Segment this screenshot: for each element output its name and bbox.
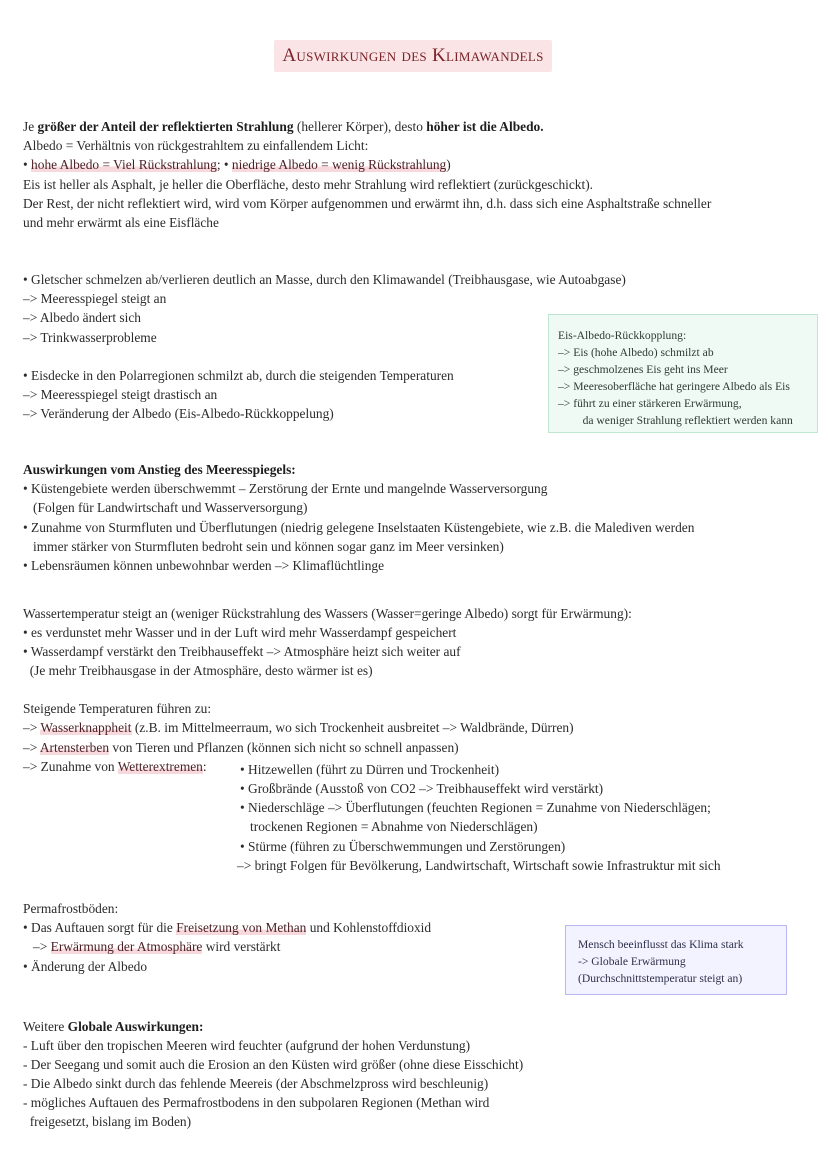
icecap-line: • Eisdecke in den Polarregionen schmilzt ab, durch die steigenden Temperaturen [23,368,454,383]
global-line: freigesetzt, bislang im Boden) [23,1114,192,1129]
box-line: Mensch beeinflusst das Klima stark [578,938,744,951]
albedo-line-1 [23,117,544,136]
glacier-line: –> Trinkwasserprobleme [23,330,157,345]
weather-extreme-item: trockenen Regionen = Abnahme von Niederschlägen) [240,819,538,834]
box-line: –> Eis (hohe Albedo) schmilzt ab [558,346,714,359]
box-line: Eis-Albedo-Rückkopplung: [558,329,687,342]
text: • Das Auftauen sorgt für die [23,920,177,935]
box-line: (Durchschnittstemperatur steigt an) [578,972,743,985]
text: und Kohlenstoffdioxid [306,920,432,935]
text: –> [23,740,40,755]
highlight: Wasserknappheit [40,720,132,735]
temps-heading: Steigende Temperaturen führen zu: [23,701,212,716]
permafrost-heading: Permafrostböden: [23,901,119,916]
weather-extreme-item: • Stürme (führen zu Überschwemmungen und Zerstörungen) [240,839,566,854]
sealevel-heading: Auswirkungen vom Anstieg des Meeresspiegels: [23,462,296,477]
text: : [202,759,207,774]
page-title: Auswirkungen des Klimawandels [282,45,544,66]
albedo-line-4: Eis ist heller als Asphalt, je heller die Oberfläche, desto mehr Strahlung wird reflektiert (zurückgeschickt). [23,177,594,192]
global-line: - Luft über den tropischen Meeren wird feuchter (aufgrund der hohen Verdunstung) [23,1038,471,1053]
sealevel-line: (Folgen für Landwirtschaft und Wasserversorgung) [23,500,308,515]
bold-text: höher ist die Albedo. [426,119,544,134]
highlight: Freisetzung von Methan [176,920,307,935]
sealevel-line: • Lebensräumen können unbewohnbar werden –> Klimaflüchtlinge [23,558,385,573]
page-title-banner [274,40,552,72]
watertemp-line: (Je mehr Treibhausgase in der Atmosphäre, desto wärmer ist es) [23,663,373,678]
text: wird verstärkt [202,939,281,954]
glacier-line: –> Meeresspiegel steigt an [23,291,167,306]
temps-line-2 [23,738,459,757]
albedo-definition: Albedo = Verhältnis von rückgestrahltem zu einfallendem Licht: [23,138,369,153]
box-line: –> geschmolzenes Eis geht ins Meer [558,363,728,376]
box-line: –> führt zu einer stärkeren Erwärmung, [558,397,742,410]
permafrost-line-2 [23,937,280,956]
icecap-line: –> Meeresspiegel steigt drastisch an [23,387,218,402]
global-line: - Die Albedo sinkt durch das fehlende Meereis (der Abschmelzpross wird beschleunig) [23,1076,489,1091]
albedo-line-6: und mehr erwärmt als eine Eisfläche [23,215,219,230]
weather-extreme-item: • Niederschläge –> Überflutungen (feuchten Regionen = Zunahme von Niederschlägen; [240,800,711,815]
highlight: Wetterextremen [117,759,203,774]
watertemp-line: Wassertemperatur steigt an (weniger Rückstrahlung des Wassers (Wasser=geringe Albedo) sorgt für Erwärmung): [23,606,632,621]
glacier-line: • Gletscher schmelzen ab/verlieren deutlich an Masse, durch den Klimawandel (Treibhausgase, wie Autoabgase) [23,272,626,287]
albedo-line-3 [23,155,451,174]
text: von Tieren und Pflanzen (können sich nicht so schnell anpassen) [109,740,459,755]
box-line: –> Meeresoberfläche hat geringere Albedo als Eis [558,380,790,393]
bold-text: : [199,1019,204,1034]
text: Weitere [23,1019,68,1034]
sealevel-line: immer stärker von Sturmfluten bedroht sein und können sogar ganz im Meer versinken) [23,539,504,554]
glacier-line: –> Albedo ändert sich [23,310,141,325]
weather-extreme-item: • Großbrände (Ausstoß von CO2 –> Treibhauseffekt wird verstärkt) [240,781,604,796]
ice-albedo-feedback-box [548,314,818,433]
text: –> [23,720,41,735]
text: • [23,157,32,172]
text: (hellerer Körper), desto [293,119,427,134]
text: Je [23,119,38,134]
highlight: hohe Albedo = Viel Rückstrahlung [31,157,217,172]
text: ) [446,157,451,172]
weather-extreme-item: • Hitzewellen (führt zu Dürren und Trockenheit) [240,762,500,777]
sealevel-line: • Küstengebiete werden überschwemmt – Zerstörung der Ernte und mangelnde Wasserversorgung [23,481,548,496]
bold-text: Globale Auswirkungen [67,1019,199,1034]
box-line: -> Globale Erwärmung [578,955,686,968]
highlight: niedrige Albedo = wenig Rückstrahlung [231,157,447,172]
permafrost-line-3: • Änderung der Albedo [23,959,148,974]
highlight: Artensterben [39,740,110,755]
human-influence-box [565,925,787,995]
box-line: da weniger Strahlung reflektiert werden kann [571,414,793,427]
icecap-line: –> Veränderung der Albedo (Eis-Albedo-Rückkoppelung) [23,406,334,421]
global-heading [23,1017,203,1036]
watertemp-line: • es verdunstet mehr Wasser und in der Luft wird mehr Wasserdampf gespeichert [23,625,457,640]
text: –> [23,939,51,954]
sealevel-line: • Zunahme von Sturmfluten und Überflutungen (niedrig gelegene Inselstaaten Küstengebiete, wie z.B. die Malediven werden [23,520,695,535]
temps-line-3 [23,757,207,776]
weather-extreme-consequence: –> bringt Folgen für Bevölkerung, Landwirtschaft, Wirtschaft sowie Infrastruktur mit sich [237,858,721,873]
text: –> Zunahme von [23,759,118,774]
permafrost-line-1 [23,918,431,937]
highlight: Erwärmung der Atmosphäre [50,939,203,954]
text: (z.B. im Mittelmeerraum, wo sich Trockenheit ausbreitet –> Waldbrände, Dürren) [131,720,574,735]
temps-line-1 [23,718,574,737]
global-line: - Der Seegang und somit auch die Erosion an den Küsten wird größer (ohne diese Eisschicht) [23,1057,524,1072]
watertemp-line: • Wasserdampf verstärkt den Treibhauseffekt –> Atmosphäre heizt sich weiter auf [23,644,461,659]
bold-text: größer der Anteil der reflektierten Strahlung [37,119,294,134]
global-line: - mögliches Auftauen des Permafrostbodens in den subpolaren Regionen (Methan wird [23,1095,490,1110]
albedo-line-5: Der Rest, der nicht reflektiert wird, wird vom Körper aufgenommen und erwärmt ihn, d.h. dass sich eine Asphaltstraße schneller [23,196,712,211]
text: ; • [216,157,232,172]
